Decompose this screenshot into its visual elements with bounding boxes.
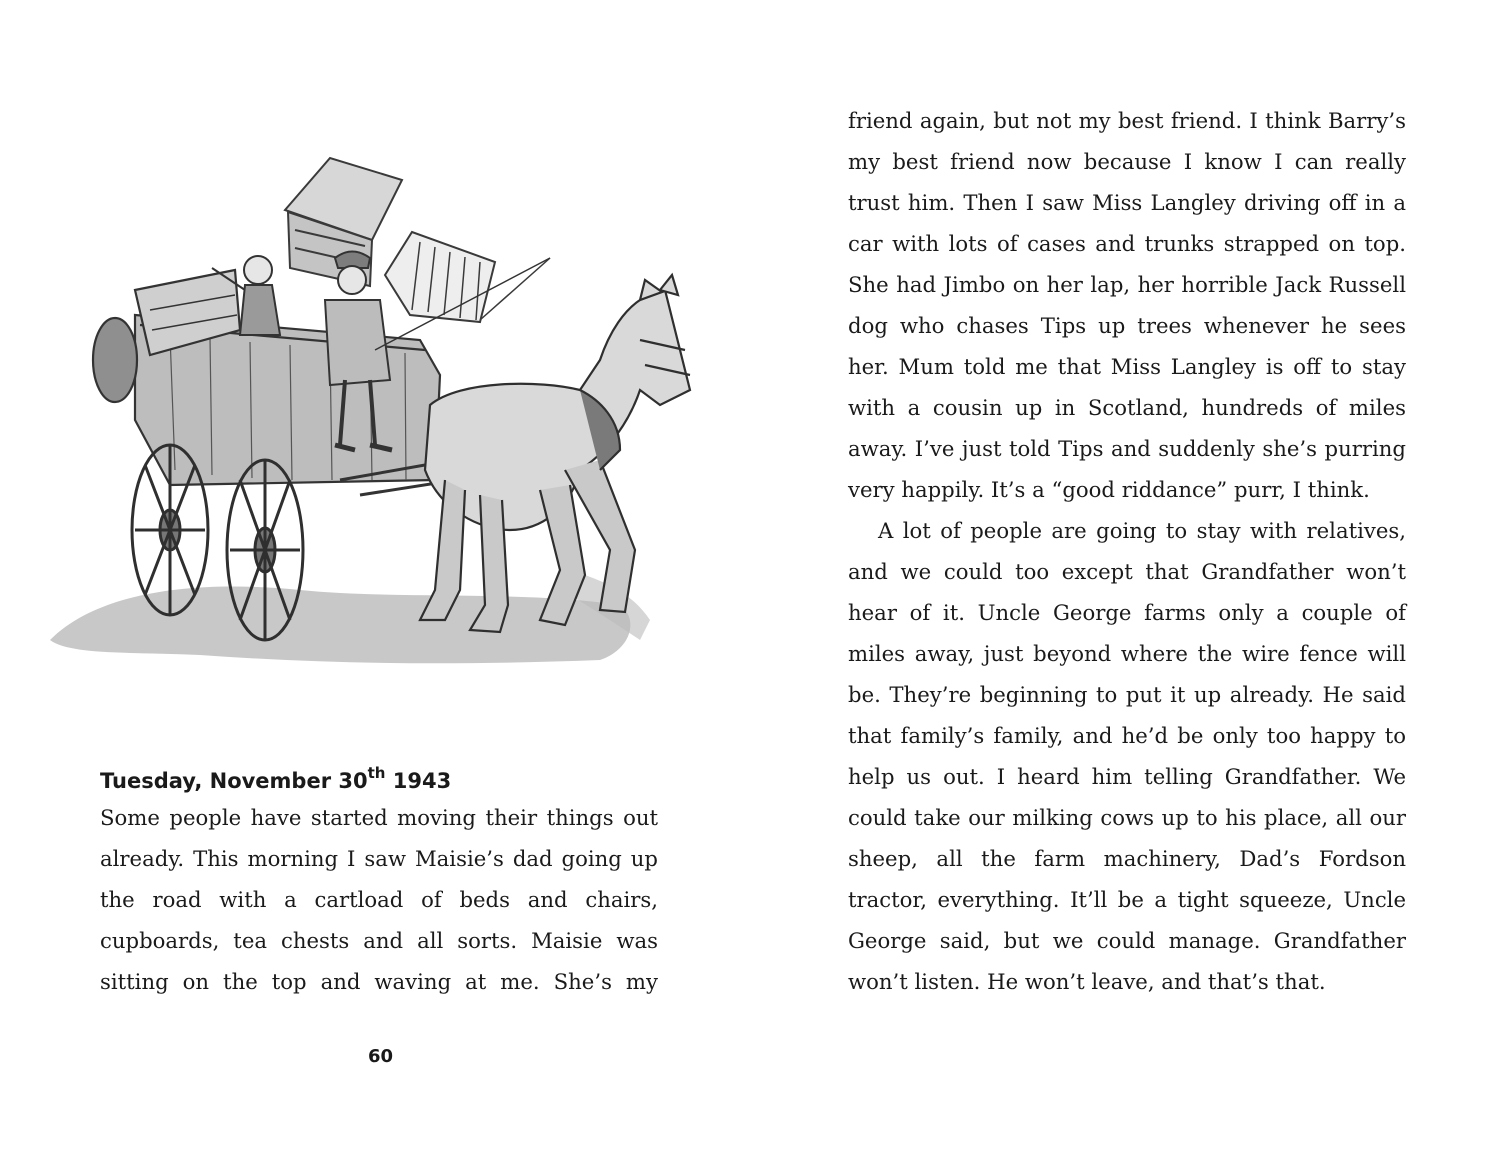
text-line: be. They’re beginning to put it up already. He said (848, 682, 1406, 707)
text-line: could take our milking cows up to his place, all our (848, 805, 1406, 830)
right-page (750, 0, 1500, 1151)
text-line: won’t listen. He won’t leave, and that’s that. (848, 969, 1326, 994)
text-line: car with lots of cases and trunks strapped on top. (848, 231, 1406, 256)
text-line: miles away, just beyond where the wire fence will (848, 641, 1406, 666)
text-line: away. I’ve just told Tips and suddenly she’s purring (848, 436, 1406, 461)
text-line: her. Mum told me that Miss Langley is off to stay (848, 354, 1406, 379)
text-line: sitting on the top and waving at me. She’s my (100, 969, 658, 994)
text-line: the road with a cartload of beds and chairs, (100, 887, 658, 912)
page-number: 60 (368, 1046, 394, 1067)
text-line: dog who chases Tips up trees whenever he sees (848, 313, 1406, 338)
text-line: friend again, but not my best friend. I think Barry’s (848, 108, 1406, 133)
date-year: 1943 (385, 769, 452, 793)
text-line: Some people have started moving their things out (100, 805, 658, 830)
text-line: help us out. I heard him telling Grandfather. We (848, 764, 1406, 789)
text-line: She had Jimbo on her lap, her horrible Jack Russell (848, 272, 1406, 297)
text-line: that family’s family, and he’d be only too happy to (848, 723, 1406, 748)
horse-cart-illustration-icon (40, 150, 710, 750)
date-ordinal-suffix: th (367, 764, 386, 782)
text-line: my best friend now because I know I can really (848, 149, 1406, 174)
date-prefix: Tuesday, November 30 (100, 769, 368, 793)
text-line: trust him. Then I saw Miss Langley driving off in a (848, 190, 1406, 215)
text-line: with a cousin up in Scotland, hundreds of miles (848, 395, 1406, 420)
text-line: sheep, all the farm machinery, Dad’s Fordson (848, 846, 1406, 871)
text-line: hear of it. Uncle George farms only a couple of (848, 600, 1406, 625)
text-line: A lot of people are going to stay with relatives, (878, 518, 1406, 543)
text-line: already. This morning I saw Maisie’s dad going up (100, 846, 658, 871)
text-line: George said, but we could manage. Grandfather (848, 928, 1406, 953)
text-line: and we could too except that Grandfather won’t (848, 559, 1406, 584)
right-page-text (848, 100, 1406, 1002)
left-page-text (100, 797, 658, 1002)
text-line: very happily. It’s a “good riddance” purr, I think. (848, 477, 1370, 502)
text-line: tractor, everything. It’ll be a tight squeeze, Uncle (848, 887, 1406, 912)
text-line: cupboards, tea chests and all sorts. Maisie was (100, 928, 658, 953)
